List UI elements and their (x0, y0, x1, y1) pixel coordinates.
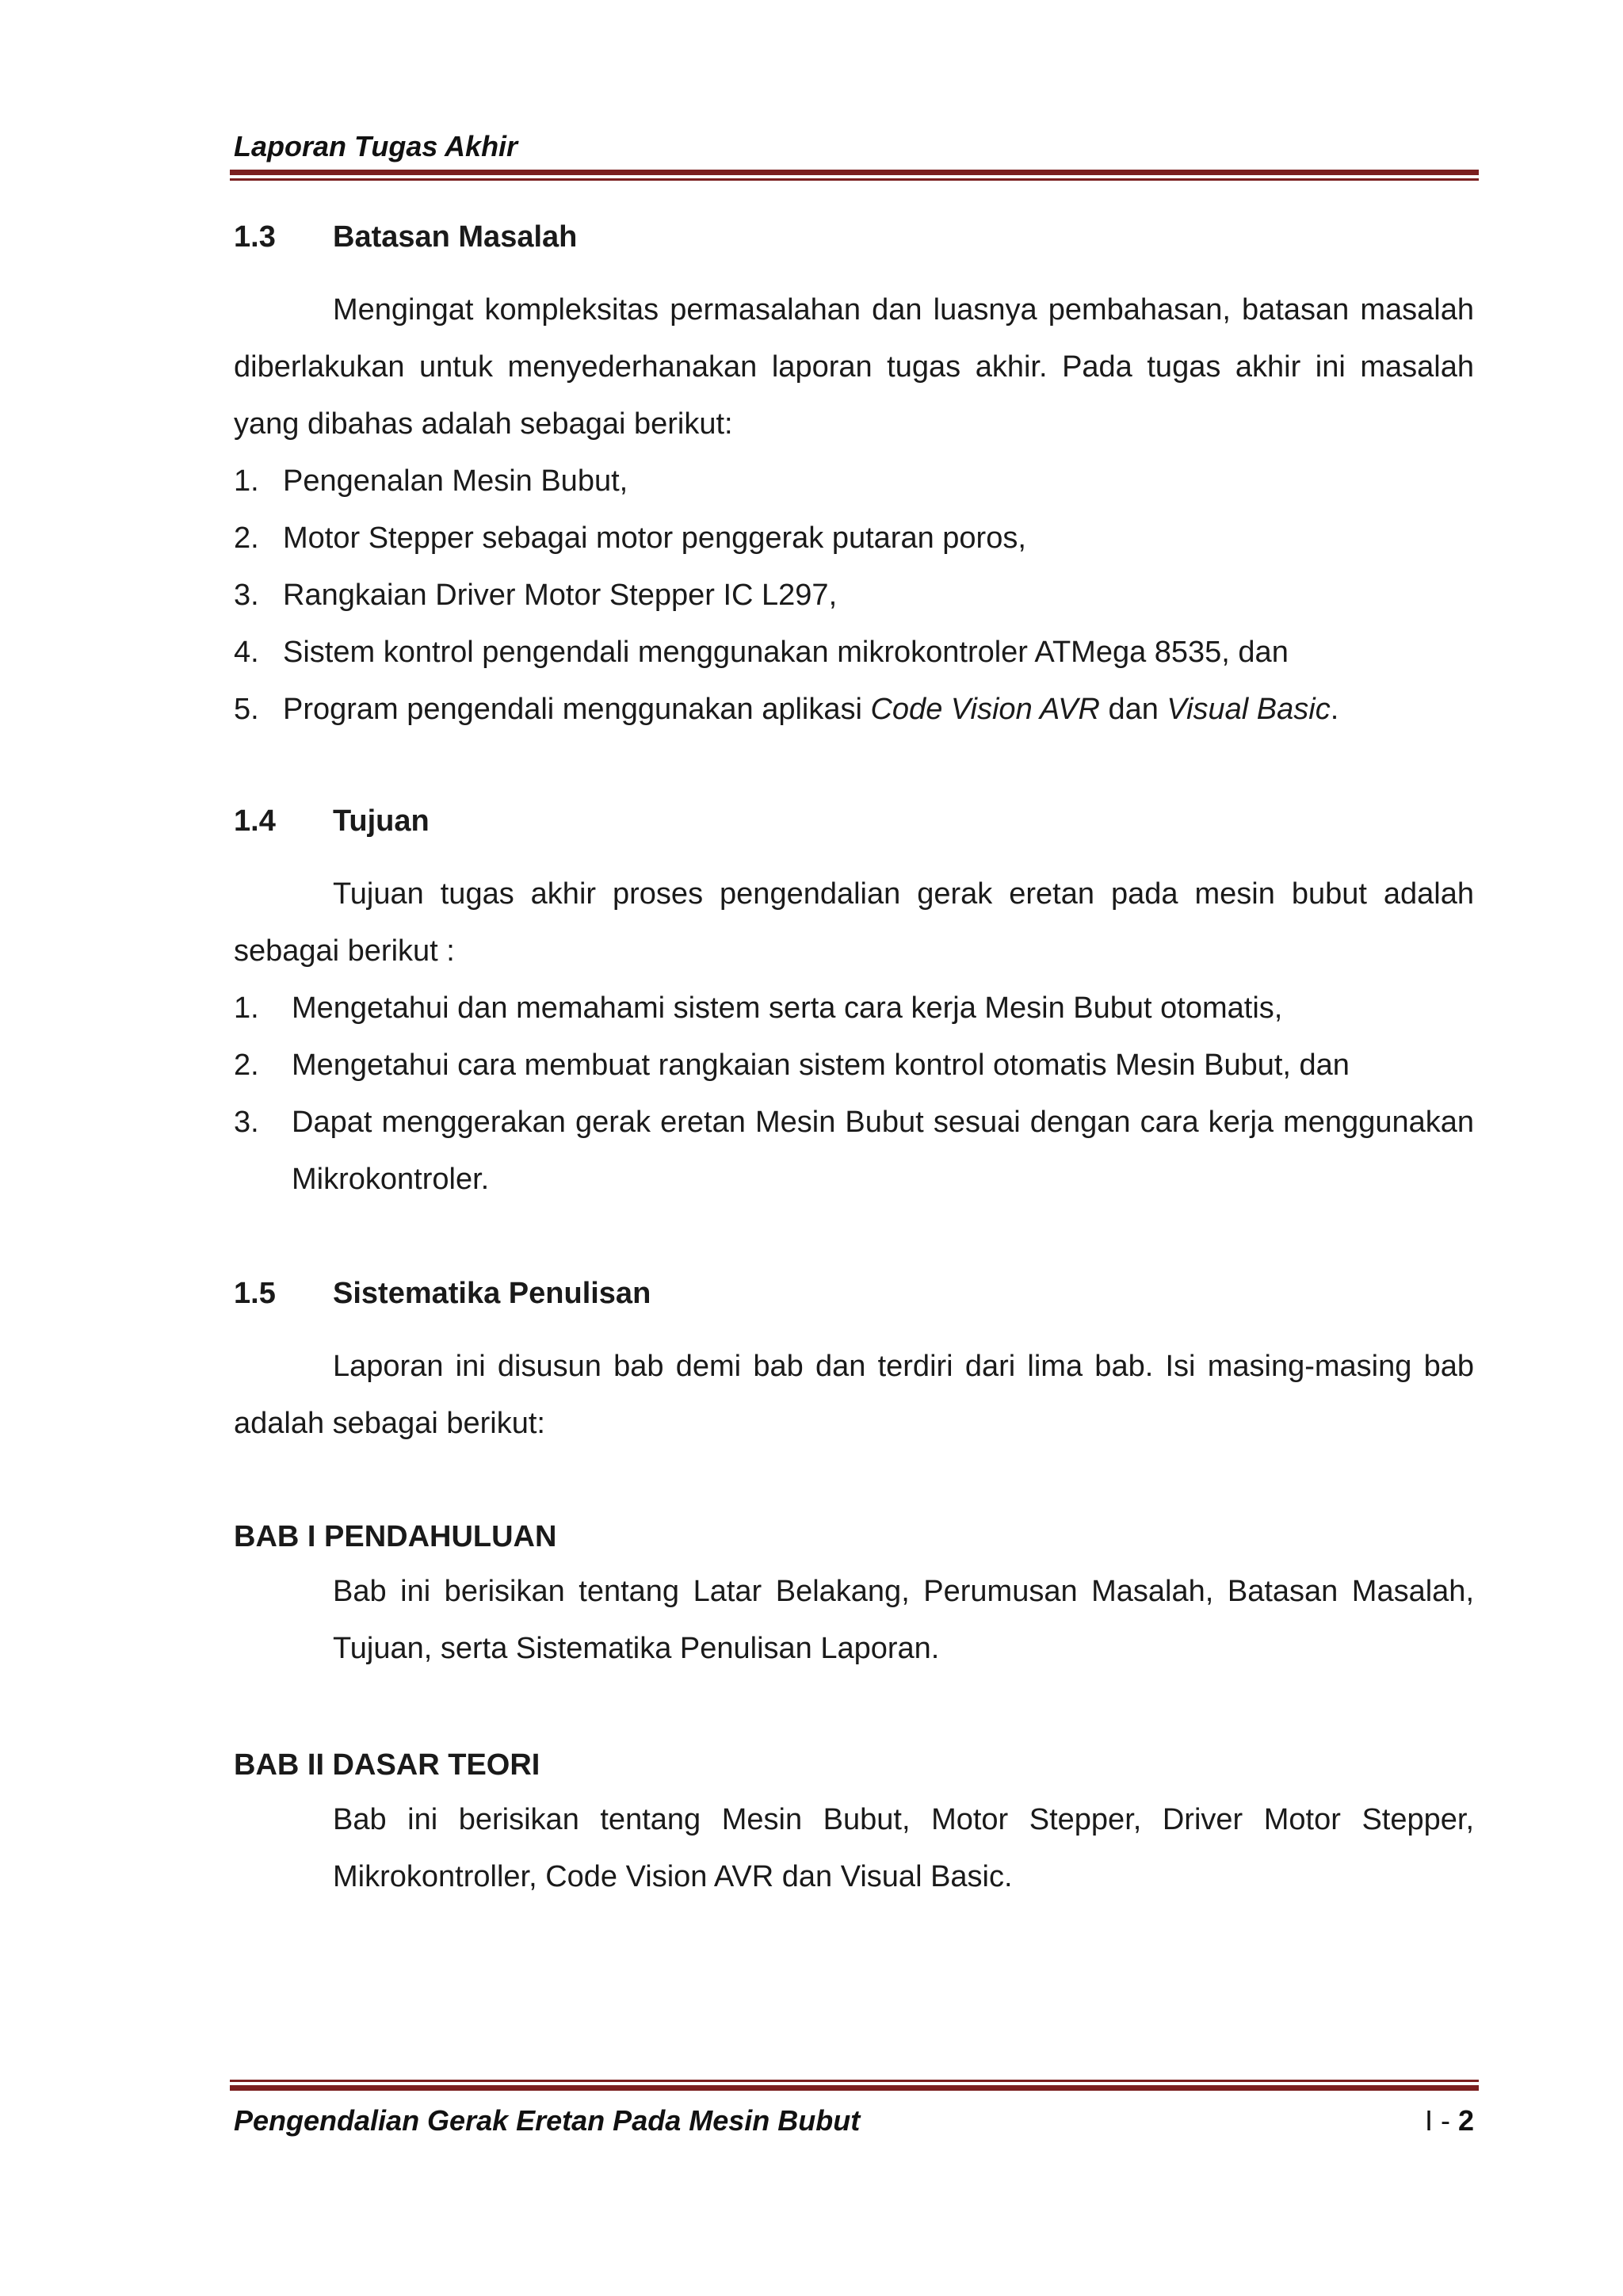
chapter-description: Bab ini berisikan tentang Mesin Bubut, Motor Stepper, Driver Motor Stepper, Mikrokontroller, Code Vision AVR dan Visual Basic. (333, 1803, 1474, 1893)
item-text: Sistem kontrol pengendali menggunakan mikrokontroler ATMega 8535, dan (283, 636, 1289, 669)
list-item (234, 567, 1474, 624)
page-number (1403, 2104, 1474, 2137)
paragraph-text: Mengingat kompleksitas permasalahan dan luasnya pembahasan, batasan masalah diberlakukan untuk menyederhanakan laporan tugas akhir. Pada tugas akhir ini masalah yang dibahas adalah sebagai berikut: (234, 293, 1474, 441)
section-title: Batasan Masalah (333, 220, 578, 254)
section-heading-1-4 (234, 804, 430, 839)
section-1-4-list (234, 980, 1474, 1208)
item-number: 2. (234, 521, 259, 555)
chapter-heading: BAB I PENDAHULUAN (234, 1520, 557, 1553)
footer-rule (230, 2080, 1479, 2091)
section-1-3-list (234, 453, 1474, 738)
item-number: 5. (234, 693, 259, 726)
page-number-value: 2 (1457, 2104, 1474, 2137)
list-item (234, 681, 1474, 738)
section-heading-1-5 (234, 1277, 651, 1311)
page-prefix: I - (1424, 2104, 1458, 2137)
list-item (234, 510, 1474, 567)
item-text: Mengetahui dan memahami sistem serta cara kerja Mesin Bubut otomatis, (292, 991, 1283, 1025)
item-number: 2. (234, 1049, 259, 1082)
list-item (234, 624, 1474, 681)
section-1-4-intro (234, 865, 1474, 980)
item-text: Program pengendali menggunakan aplikasi (283, 693, 871, 726)
running-footer: Pengendalian Gerak Eretan Pada Mesin Bubut (234, 2104, 861, 2137)
item-text: Mengetahui cara membuat rangkaian sistem kontrol otomatis Mesin Bubut, dan (292, 1049, 1350, 1082)
list-item (234, 453, 1474, 510)
section-heading-1-3 (234, 220, 577, 254)
section-number: 1.3 (234, 220, 276, 254)
item-emphasis: Visual Basic (1167, 693, 1331, 726)
section-title: Sistematika Penulisan (333, 1277, 651, 1310)
section-number: 1.5 (234, 1277, 276, 1310)
section-number: 1.4 (234, 804, 276, 838)
item-number: 1. (234, 991, 259, 1025)
item-number: 3. (234, 579, 259, 612)
item-number: 4. (234, 636, 259, 669)
paragraph-text: Tujuan tugas akhir proses pengendalian gerak eretan pada mesin bubut adalah sebagai berikut : (234, 877, 1474, 968)
list-item (234, 1037, 1474, 1094)
item-number: 1. (234, 464, 259, 498)
item-text: Motor Stepper sebagai motor penggerak putaran poros, (283, 521, 1026, 555)
header-rule (230, 170, 1479, 181)
running-header: Laporan Tugas Akhir (234, 130, 518, 162)
section-title: Tujuan (333, 804, 430, 838)
item-number: 3. (234, 1106, 259, 1139)
list-item (234, 980, 1474, 1037)
paragraph-text: Laporan ini disusun bab demi bab dan terdiri dari lima bab. Isi masing-masing bab adalah sebagai berikut: (234, 1350, 1474, 1440)
item-text: dan (1099, 693, 1167, 726)
item-text: . (1330, 693, 1339, 726)
chapter-description: Bab ini berisikan tentang Latar Belakang, Perumusan Masalah, Batasan Masalah, Tujuan, serta Sistematika Penulisan Laporan. (333, 1575, 1474, 1665)
section-1-3-intro (234, 281, 1474, 453)
item-text: Pengenalan Mesin Bubut, (283, 464, 628, 498)
chapter-heading: BAB II DASAR TEORI (234, 1748, 540, 1782)
list-item (234, 1094, 1474, 1208)
item-emphasis: Code Vision AVR (870, 693, 1100, 726)
item-text: Rangkaian Driver Motor Stepper IC L297, (283, 579, 838, 612)
section-1-5-intro (234, 1338, 1474, 1452)
item-text: Dapat menggerakan gerak eretan Mesin Bubut sesuai dengan cara kerja menggunakan Mikrokontroler. (292, 1106, 1474, 1196)
